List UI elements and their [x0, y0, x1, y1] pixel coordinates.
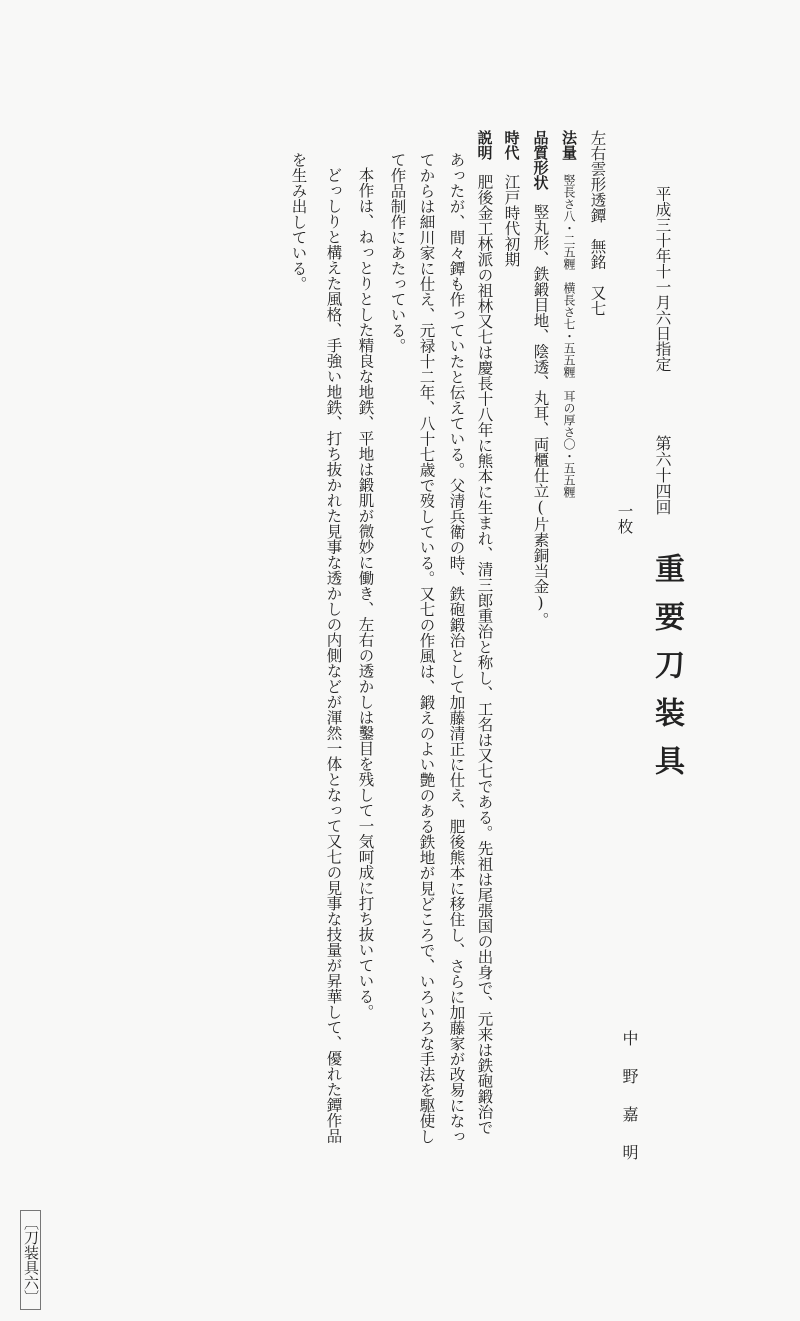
measurements-row [561, 130, 577, 498]
designation-date: 平成三十年十一月六日指定 [653, 186, 672, 372]
description-line: を生み出している。 [289, 152, 308, 292]
form-label: 品質形状 [531, 130, 550, 190]
period-label: 時代 [502, 130, 521, 160]
description-line: あったが、間々鐔も作っていたと伝えている。父清兵衛の時、鉄砲鍛治として加藤清正に仕え、肥後熊本に移住し、さらに加藤家が改易になっ [447, 152, 466, 1144]
period-row [503, 130, 520, 267]
form-value: 竪丸形、鉄鍛目地、陰透、丸耳、両櫃仕立(片素銅当金)。 [531, 204, 550, 628]
description-line: て作品制作にあたっている。 [388, 152, 407, 354]
form-row [532, 130, 549, 628]
description-label: 説明 [475, 130, 494, 160]
measurements-value: 竪長さ八・二五糎 横長さ七・五五糎 耳の厚さ〇・五五糎 [562, 174, 576, 498]
series-number: 第六十四回 [653, 435, 672, 515]
object-name: 左右雲形透鐔 無銘 又七 [588, 130, 607, 316]
description-line: どっしりと構えた風格、手強い地鉄、打ち抜かれた見事な透かしの内側などが渾然一体となって又七の見事な技量が昇華して、優れた鐔作品 [324, 167, 343, 1144]
footer-section-label: 〔刀装具六〕 [20, 1210, 41, 1310]
description-line: 本作は、ねっとりとした精良な地鉄、平地は鍛肌が微妙に働き、左右の透かしは鑿目を残して一気呵成に打ち抜いている。 [356, 167, 375, 1020]
main-title: 重要刀装具 [649, 553, 684, 793]
description-line: てからは細川家に仕え、元禄十二年、八十七歳で歿している。又七の作風は、鍛えのよい艶のある鉄地が見どころで、いろいろな手法を駆使し [417, 152, 436, 1144]
measurements-label: 法量 [560, 130, 578, 160]
period-value: 江戸時代初期 [502, 174, 521, 267]
description-line: 肥後金工林派の祖林又七は慶長十八年に熊本に生まれ、清三郎重治と称し、工名は又七である。先祖は尾張国の出身で、元来は鉄砲鍛治で [475, 174, 494, 1135]
description-row [476, 130, 493, 1135]
author-name: 中野嘉明 [620, 1030, 639, 1182]
item-count: 一枚 [615, 503, 634, 534]
